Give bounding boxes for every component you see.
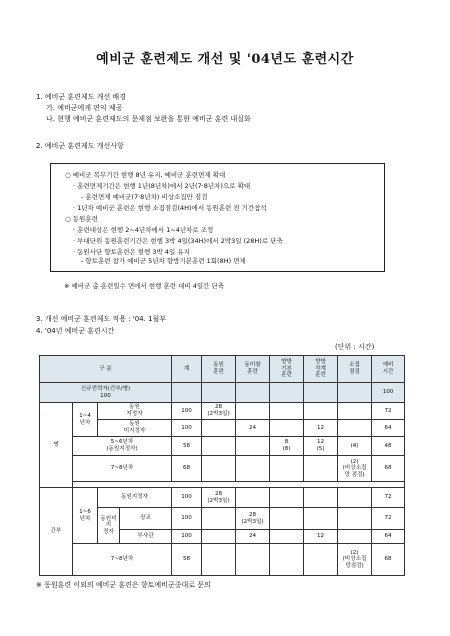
box-line: - 향토훈련 참가 예비군 5년차 향방기본훈련 1회(8H) 면제 [81, 257, 246, 265]
cell: 12 (5) [304, 437, 338, 456]
cell: 64 [372, 530, 405, 544]
section1-item: 가. 예비군에게 편익 제공 [46, 104, 123, 112]
unit-label: (단위 : 시간) [335, 343, 375, 351]
header-basic: 향방 기본 훈련 [270, 356, 304, 383]
cell: 58 [172, 437, 202, 456]
row-label: 장교 [120, 508, 172, 530]
row-label: 동원 미지정자 [98, 420, 172, 437]
box-line: · 훈련대상은 현행 2~4년차에서 1~4년차로 조정 [73, 226, 214, 234]
section3-heading: 3. 개선 예비군 훈련제도 적용 : '04. 1월부 [36, 315, 167, 323]
cell: 68 [372, 544, 405, 576]
cell: 100 [172, 530, 202, 544]
cell: 8 (8) [270, 437, 304, 456]
section1-item: 나. 현행 예비군 훈련제도의 문제점 보완을 통한 예비군 훈련 내실화 [46, 115, 251, 123]
cell: (2) (비상소집 망점검) [338, 544, 372, 576]
header-check: 소집 점검 [338, 356, 372, 383]
years-1-4: 1~4 년차 [73, 403, 98, 437]
cell: 68 [172, 456, 202, 482]
cell: 100 [172, 420, 202, 437]
row-label: 5~6년차 (동원지정자) [73, 437, 172, 456]
cell: 68 [372, 456, 405, 482]
new-recruit-cell: 신규전력자(간부/병) 100 [40, 383, 172, 403]
cell: 58 [172, 544, 202, 576]
cell: 64 [372, 420, 405, 437]
row-label: 동원지정자 [98, 488, 172, 508]
section2-heading: 2. 예비군 훈련제도 개선사항 [36, 142, 124, 150]
box-line: · 훈련면제기간은 현행 1년(8년차)에서 2년(7·8년차)으로 확대 [73, 182, 251, 190]
cell: (2) (비상소집 망 점검) [338, 456, 372, 482]
cell: 100 [172, 403, 202, 420]
cell: 100 [172, 508, 202, 530]
box-line: ○ 예비군 복무기간 현행 8년 유지, 예비군 훈련면제 확대 [65, 171, 226, 179]
row-label: 7~8년차 [73, 456, 172, 482]
cell: 28 (2박3일) [202, 403, 236, 420]
group-officer: 간부 [40, 488, 73, 576]
header-jakgye: 향방 작계 훈련 [304, 356, 338, 383]
group-soldier: 병 [40, 403, 73, 488]
row-label: 동원 지정자 [98, 403, 172, 420]
header-reserve: 예비 시간 [372, 356, 405, 383]
row-label: 7~8년차 [73, 544, 172, 576]
box-note: ※ 예비군 총 훈련일수 면에서 현행 훈련 대비 4일간 단축 [64, 282, 225, 290]
box-line: · 부대단위 동원훈련기간은 현행 3박 4일(34H)에서 2박3일 (28H)로 단축 [73, 237, 283, 245]
header-mobilization: 동원 훈련 [202, 356, 236, 383]
header-category: 구 분 [40, 356, 172, 383]
cell: 28 (2박3일) [236, 508, 270, 530]
cell: 12 [304, 420, 338, 437]
header-total: 계 [172, 356, 202, 383]
section4-heading: 4. '04년 예비군 훈련시간 [36, 327, 115, 335]
cell: 100 [172, 488, 202, 508]
cell: 48 [372, 437, 405, 456]
header-dongmi: 동미참 훈련 [236, 356, 270, 383]
cell: 72 [372, 508, 405, 530]
cell: 24 [236, 530, 270, 544]
years-1-6: 1~6 년차 [73, 488, 98, 544]
box-line: ○ 동원훈련 [65, 215, 98, 223]
box-line: · 1년차 예비군 훈련은 현행 소집점검(4H)에서 동원훈련 전 기간참석 [73, 204, 267, 212]
box-line: · 동원사단 향토훈련은 현행 3박 4일 유지 [73, 248, 190, 256]
section1-heading: 1. 예비군 훈련제도 개선 배경 [36, 93, 126, 101]
improvements-box [50, 163, 385, 272]
cell: 24 [236, 420, 270, 437]
footnote: ※ 동원훈련 이외의 예비군 훈련은 향토예비군중대로 문의 [36, 581, 211, 589]
row-label: 동원미지 정자 [98, 508, 120, 544]
training-hours-table [39, 355, 405, 576]
cell: 72 [372, 488, 405, 508]
new-recruit-reserve: 100 [372, 383, 405, 403]
cell: 28 (2박3일) [202, 488, 236, 508]
document-title: 예비군 훈련제도 개선 및 '04년도 훈련시간 [96, 52, 354, 67]
cell: 72 [372, 403, 405, 420]
box-line: - 훈련면제 예비군(7·8년차) 비상소집만 점검 [81, 193, 208, 201]
cell: (4) [338, 437, 372, 456]
cell: 12 [304, 530, 338, 544]
row-label: 부사관 [120, 530, 172, 544]
